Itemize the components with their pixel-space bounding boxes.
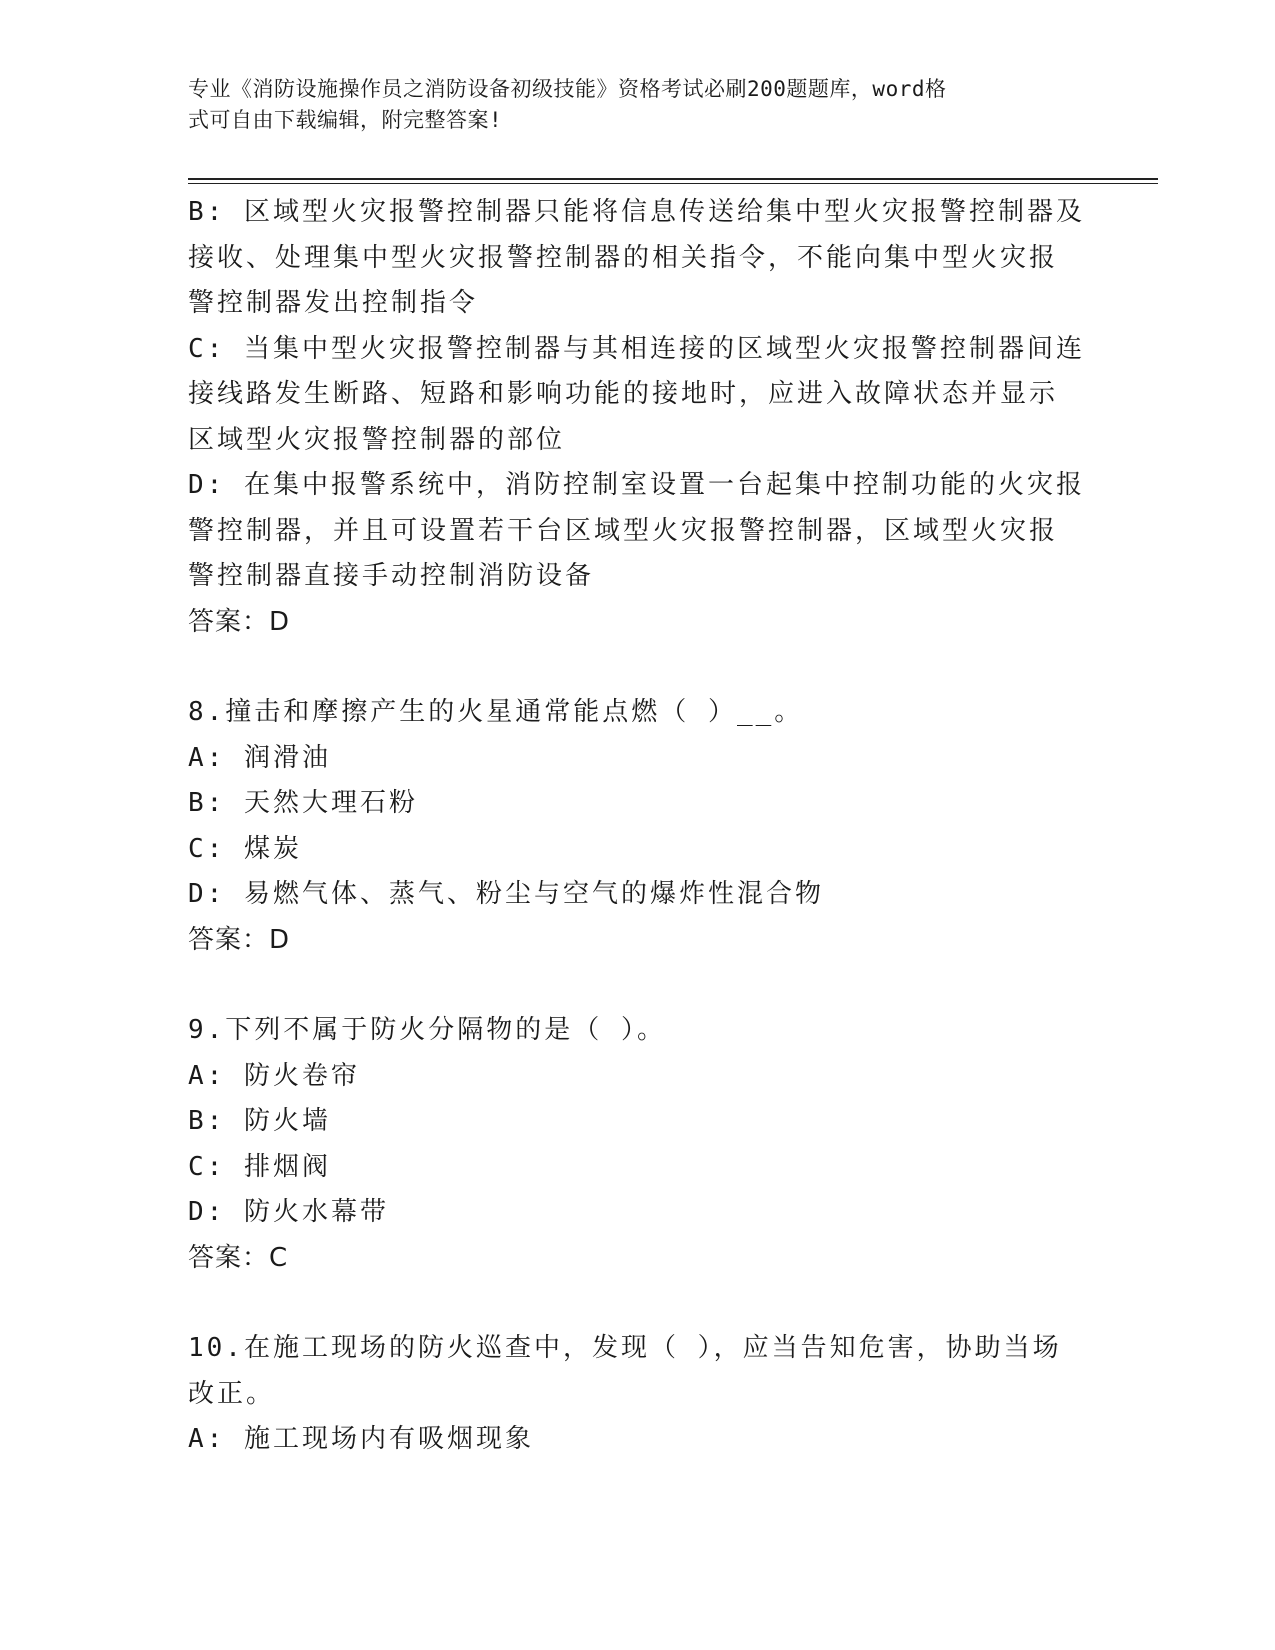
- document-header: [188, 74, 1078, 136]
- header-line-1: 专业《消防设施操作员之消防设备初级技能》资格考试必刷200题题库，word格: [188, 77, 947, 101]
- q9-option-a: A: 防火卷帘: [188, 1060, 360, 1091]
- q9-option-d: D: 防火水幕带: [188, 1197, 389, 1227]
- q7-option-c-line: C: 当集中型火灾报警控制器与其相连接的区域型火灾报警控制器间连: [188, 333, 1085, 364]
- q9-option-c: C: 排烟阀: [188, 1151, 331, 1182]
- q9-answer: 答案：C: [188, 1242, 289, 1273]
- q8-option-b: B: 天然大理石粉: [188, 788, 418, 818]
- q8-option-d: D: 易燃气体、蒸气、粉尘与空气的爆炸性混合物: [188, 879, 824, 909]
- q7-option-c: [188, 327, 1088, 464]
- q7-option-d: [188, 463, 1088, 600]
- q10-question-line: 10.在施工现场的防火巡查中，发现（ ），应当告知危害，协助当场: [188, 1333, 1062, 1363]
- q8-option-a: A: 润滑油: [188, 742, 331, 773]
- q8-option-c: C: 煤炭: [188, 833, 302, 864]
- q10-option-a: A: 施工现场内有吸烟现象: [188, 1424, 534, 1454]
- header-rule-thick: [188, 178, 1158, 180]
- q7-option-b: [188, 190, 1088, 327]
- q10-question-line: 改正。: [188, 1378, 276, 1409]
- q9-option-b: B: 防火墙: [188, 1106, 331, 1136]
- header-line-2: 式可自由下载编辑，附完整答案!: [188, 108, 503, 132]
- question-content: [188, 190, 1088, 1463]
- q7-option-d-line: 警控制器，并且可设置若干台区域型火灾报警控制器，区域型火灾报: [188, 515, 1059, 546]
- q7-option-d-line: D: 在集中报警系统中，消防控制室设置一台起集中控制功能的火灾报: [188, 470, 1085, 500]
- spacer: [188, 1281, 1088, 1326]
- spacer: [188, 645, 1088, 690]
- q7-answer: 答案：D: [188, 606, 291, 637]
- q7-option-b-line: B: 区域型火灾报警控制器只能将信息传送给集中型火灾报警控制器及: [188, 197, 1085, 227]
- q8-question: 8.撞击和摩擦产生的火星通常能点燃（ ）__。: [188, 697, 804, 727]
- q7-option-c-line: 接线路发生断路、短路和影响功能的接地时，应进入故障状态并显示: [188, 379, 1059, 409]
- q7-option-b-line: 警控制器发出控制指令: [188, 288, 479, 318]
- q8-answer: 答案：D: [188, 924, 291, 955]
- q7-option-c-line: 区域型火灾报警控制器的部位: [188, 424, 566, 455]
- spacer: [188, 963, 1088, 1008]
- q9-question: 9.下列不属于防火分隔物的是（ ）。: [188, 1015, 666, 1045]
- q7-option-b-line: 接收、处理集中型火灾报警控制器的相关指令，不能向集中型火灾报: [188, 242, 1059, 273]
- header-rule-thin: [188, 183, 1158, 184]
- q7-option-d-line: 警控制器直接手动控制消防设备: [188, 561, 595, 591]
